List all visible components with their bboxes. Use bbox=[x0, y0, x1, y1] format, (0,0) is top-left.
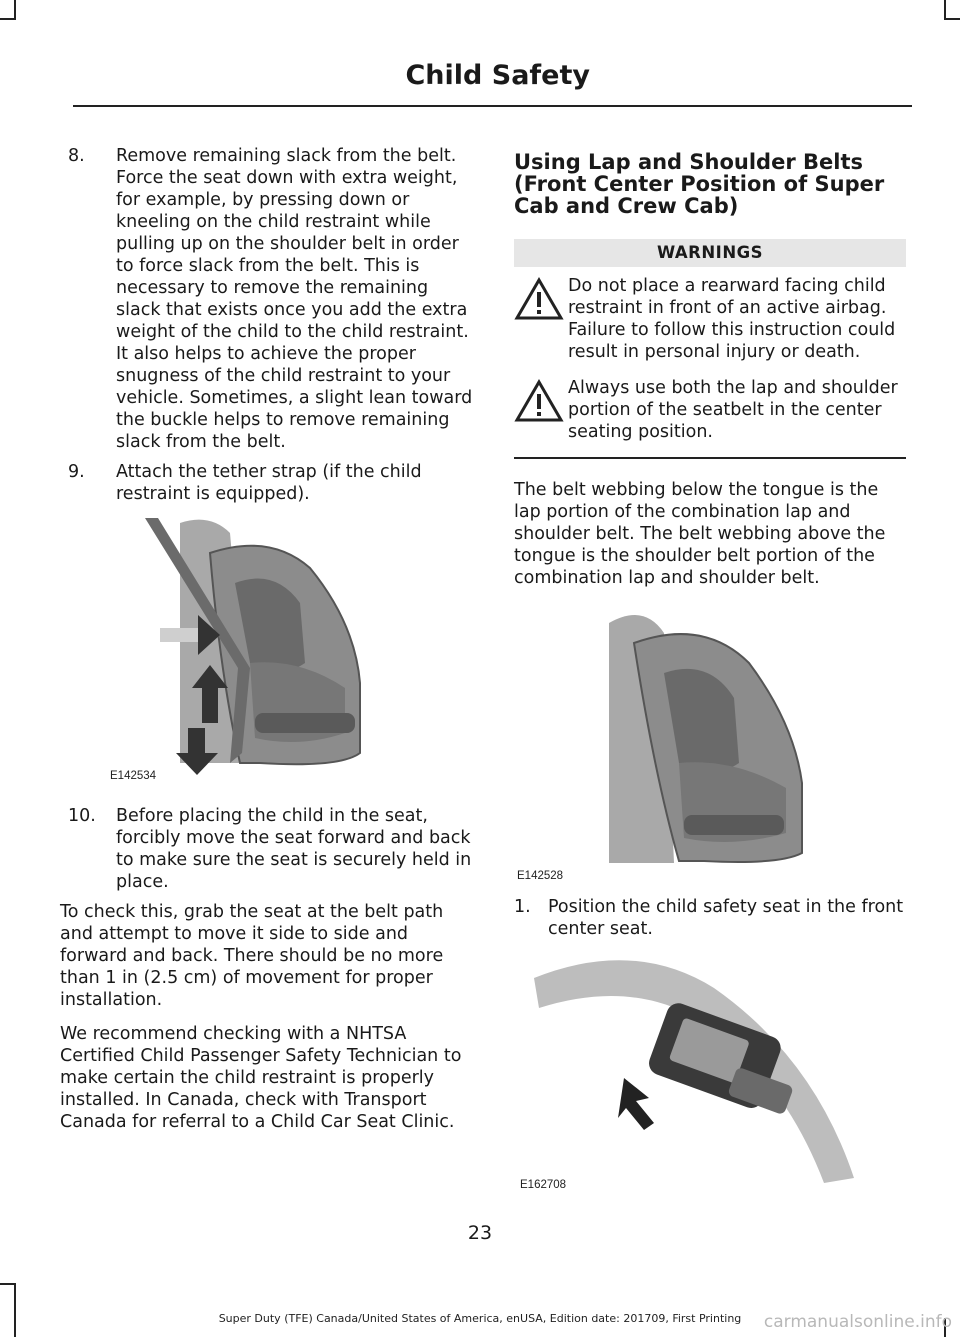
footer-text: Super Duty (TFE) Canada/United States of America, enUSA, Edition date: 201709, First Printing bbox=[218, 1312, 742, 1325]
page-number: 23 bbox=[467, 1222, 493, 1244]
list-text: Remove remaining slack from the belt. Force the seat down with extra weight, for example, by pressing down or kneeling on the child restraint while pulling up on the shoulder belt in order to force slack from the belt. This is necessary to remove the remaining slack that exists once you add the extra weight of the child to the child restraint. It also helps to achieve the proper snugness of the child restraint to your vehicle. Sometimes, a slight lean toward the buckle helps to remove remaining slack from the belt. bbox=[116, 146, 473, 452]
list-item bbox=[514, 896, 906, 940]
header-rule bbox=[73, 105, 912, 107]
child-seat-illustration bbox=[514, 603, 906, 873]
crop-mark bbox=[14, 0, 16, 20]
list-item bbox=[60, 461, 478, 505]
list-number: 8. bbox=[68, 146, 85, 166]
section-heading: Using Lap and Shoulder Belts (Front Center Position of Super Cab and Crew Cab) bbox=[514, 150, 885, 218]
list-number: 10. bbox=[68, 806, 96, 826]
figure-child-seat bbox=[514, 603, 906, 888]
list-number: 1. bbox=[514, 897, 531, 917]
child-seat-illustration bbox=[60, 513, 478, 775]
paragraph: To check this, grab the seat at the belt path and attempt to move it side to side and forward and back. There should be no more than 1 in (2.5 cm) of movement for proper installation. bbox=[60, 902, 444, 1010]
list-text: Position the child safety seat in the front center seat. bbox=[548, 897, 904, 939]
paragraph: We recommend checking with a NHTSA Certified Child Passenger Safety Technician to make certain the child restraint is properly installed. In Canada, check with Transport Canada for referral to a Child Car Seat Clinic. bbox=[60, 1024, 462, 1132]
warning-text: Do not place a rearward facing child restraint in front of an active airbag. Failure to follow this instruction could result in personal injury or death. bbox=[568, 276, 896, 362]
crop-mark bbox=[944, 18, 960, 20]
right-column bbox=[514, 145, 906, 1198]
list-text: Attach the tether strap (if the child restraint is equipped). bbox=[116, 462, 422, 504]
left-column bbox=[60, 145, 478, 1145]
crop-mark bbox=[14, 1283, 16, 1337]
warnings-divider bbox=[514, 457, 906, 459]
figure-tether-strap bbox=[60, 513, 478, 791]
warning-text: Always use both the lap and shoulder portion of the seatbelt in the center seating position. bbox=[568, 378, 898, 442]
list-text: Before placing the child in the seat, forcibly move the seat forward and back to make sure the seat is securely held in place. bbox=[116, 806, 472, 892]
seatbelt-illustration bbox=[514, 948, 906, 1188]
list-number: 9. bbox=[68, 462, 85, 482]
warnings-title: WARNINGS bbox=[514, 239, 906, 267]
figure-label: E162708 bbox=[520, 1179, 567, 1191]
figure-seatbelt-tongue bbox=[514, 948, 906, 1198]
paragraph: The belt webbing below the tongue is the lap portion of the combination lap and shoulder belt. The belt webbing above the tongue is the shoulder belt portion of the combination lap and shoulder belt. bbox=[514, 480, 886, 588]
warning-item bbox=[514, 377, 906, 443]
figure-label: E142534 bbox=[110, 770, 157, 782]
warning-item bbox=[514, 275, 906, 363]
watermark: carmanualsonline.info bbox=[763, 1312, 952, 1332]
list-item bbox=[60, 805, 478, 893]
figure-label: E142528 bbox=[517, 870, 564, 882]
warning-triangle-icon bbox=[514, 379, 564, 423]
crop-mark bbox=[0, 18, 16, 20]
warning-triangle-icon bbox=[514, 277, 564, 321]
crop-mark bbox=[0, 1283, 16, 1285]
page-title: Child Safety bbox=[405, 60, 590, 91]
crop-mark bbox=[944, 0, 946, 20]
list-item bbox=[60, 145, 478, 453]
